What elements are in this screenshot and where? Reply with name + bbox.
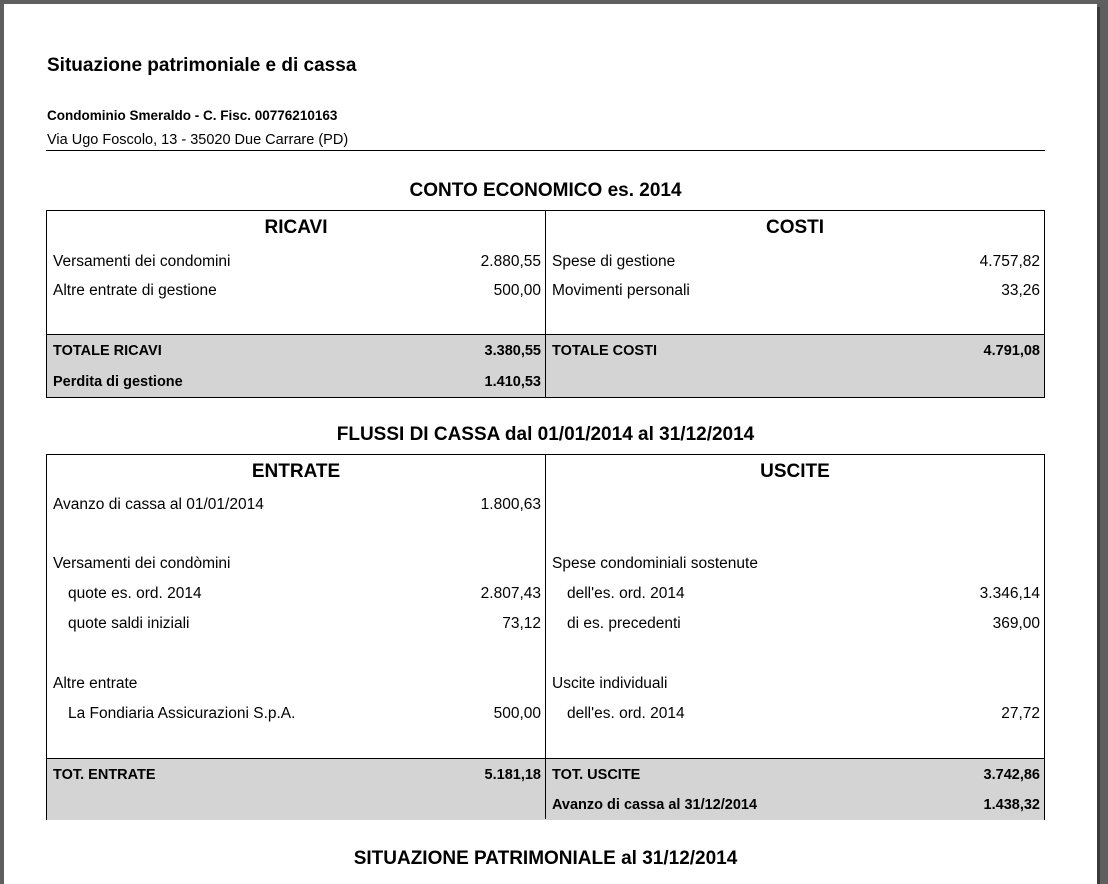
row-value: 3.380,55 <box>484 343 541 359</box>
costi-header: COSTI <box>765 217 825 238</box>
column-divider <box>545 455 546 819</box>
row-value: 4.757,82 <box>979 253 1040 270</box>
row-label: dell'es. ord. 2014 <box>567 705 685 722</box>
row-value: 3.742,86 <box>983 767 1040 783</box>
uscite-individuali-group-label <box>552 675 1040 697</box>
uscite-individuali-row <box>552 705 1040 727</box>
row-label: Versamenti dei condomini <box>53 253 231 270</box>
row-value: 500,00 <box>493 705 541 722</box>
group-label: Spese condominiali sostenute <box>552 555 758 572</box>
row-label: La Fondiaria Assicurazioni S.p.A. <box>68 705 296 722</box>
row-label: quote saldi iniziali <box>68 615 190 632</box>
row-value: 2.807,43 <box>480 585 541 602</box>
row-value: 369,00 <box>992 615 1040 632</box>
header-divider <box>46 150 1045 151</box>
versamenti-group-label <box>53 555 541 577</box>
group-label: Altre entrate <box>53 675 138 692</box>
row-value: 500,00 <box>493 282 541 299</box>
situazione-patrimoniale-title: SITUAZIONE PATRIMONIALE al 31/12/2014 <box>353 848 738 869</box>
uscite-header: USCITE <box>760 461 830 482</box>
costi-row <box>552 282 1040 304</box>
spese-row <box>552 585 1040 607</box>
row-label: Perdita di gestione <box>53 374 183 390</box>
avanzo-iniziale-row <box>53 496 541 518</box>
tot-entrate-row <box>53 767 541 789</box>
tot-uscite-row <box>552 767 1040 789</box>
row-label: Avanzo di cassa al 01/01/2014 <box>53 496 264 513</box>
totale-costi-row <box>552 343 1040 365</box>
row-label: TOTALE COSTI <box>552 343 657 359</box>
document-page <box>4 4 1097 884</box>
row-value: 3.346,14 <box>979 585 1040 602</box>
row-value: 1.800,63 <box>480 496 541 513</box>
altre-entrate-group-label <box>53 675 541 697</box>
perdita-gestione-row <box>53 374 541 396</box>
document-title: Situazione patrimoniale e di cassa <box>47 55 357 76</box>
costi-row <box>552 253 1040 275</box>
column-divider <box>545 211 546 397</box>
ricavi-row <box>53 253 541 275</box>
condominium-name: Condominio Smeraldo - C. Fisc. 00776210163 <box>47 108 338 123</box>
row-value: 1.438,32 <box>983 797 1040 813</box>
row-value: 5.181,18 <box>484 767 541 783</box>
row-label: Spese di gestione <box>552 253 676 270</box>
row-value: 2.880,55 <box>480 253 541 270</box>
row-label: dell'es. ord. 2014 <box>567 585 685 602</box>
row-label: TOTALE RICAVI <box>53 343 162 359</box>
row-label: Movimenti personali <box>552 282 690 299</box>
condominium-address: Via Ugo Foscolo, 13 - 35020 Due Carrare (PD) <box>47 132 349 148</box>
versamenti-row <box>53 615 541 637</box>
spese-row <box>552 615 1040 637</box>
conto-economico-title: CONTO ECONOMICO es. 2014 <box>409 180 682 201</box>
row-value: 1.410,53 <box>484 374 541 390</box>
row-value: 27,72 <box>1001 705 1040 722</box>
avanzo-finale-row <box>552 797 1040 819</box>
row-label: TOT. ENTRATE <box>53 767 156 783</box>
altre-entrate-row <box>53 705 541 727</box>
row-value: 33,26 <box>1001 282 1040 299</box>
versamenti-row <box>53 585 541 607</box>
totale-ricavi-row <box>53 343 541 365</box>
row-label: TOT. USCITE <box>552 767 641 783</box>
entrate-header: ENTRATE <box>251 461 341 482</box>
row-value: 73,12 <box>502 615 541 632</box>
row-value: 4.791,08 <box>983 343 1040 359</box>
row-label: Altre entrate di gestione <box>53 282 217 299</box>
ricavi-header: RICAVI <box>264 217 328 238</box>
flussi-cassa-title: FLUSSI DI CASSA dal 01/01/2014 al 31/12/2014 <box>336 424 755 445</box>
row-label: quote es. ord. 2014 <box>68 585 202 602</box>
group-label: Uscite individuali <box>552 675 668 692</box>
row-label: di es. precedenti <box>567 615 681 632</box>
ricavi-row <box>53 282 541 304</box>
conto-economico-table <box>46 210 1045 398</box>
group-label: Versamenti dei condòmini <box>53 555 231 572</box>
flussi-cassa-table <box>46 454 1045 820</box>
spese-group-label <box>552 555 1040 577</box>
row-label: Avanzo di cassa al 31/12/2014 <box>552 797 758 813</box>
